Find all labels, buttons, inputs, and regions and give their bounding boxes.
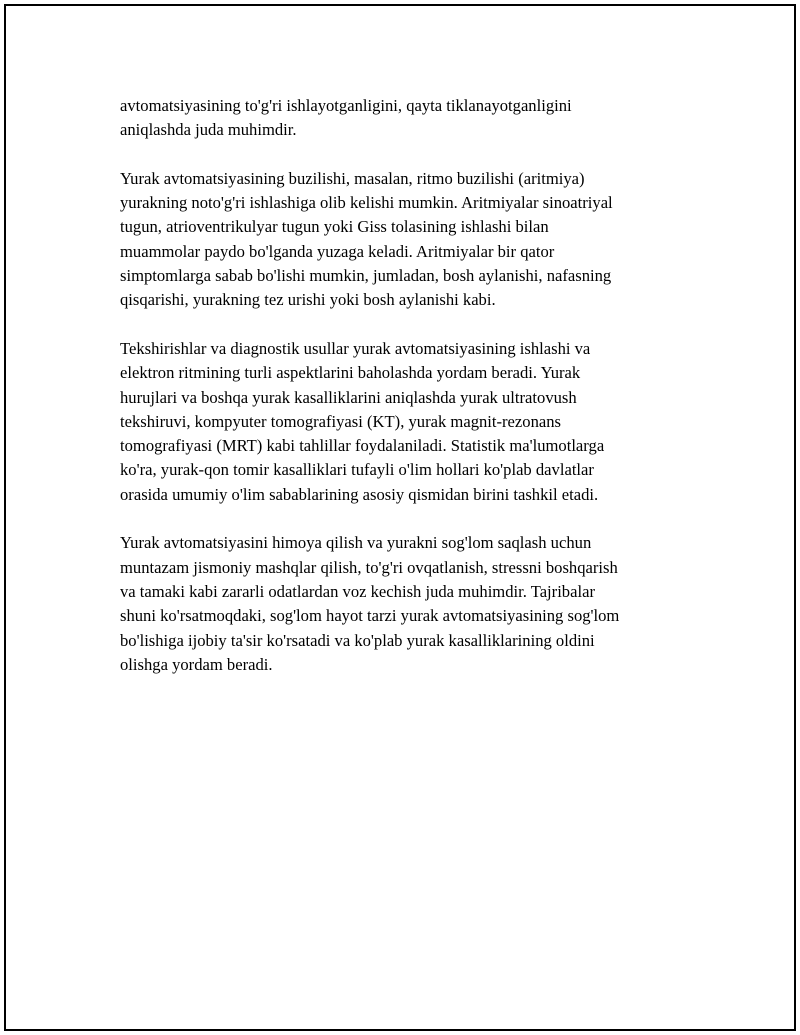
page-content xyxy=(120,94,688,701)
page-frame xyxy=(4,4,796,1031)
paragraph-2: Yurak avtomatsiyasining buzilishi, masalan, ritmo buzilishi (aritmiya) yurakning noto'g'ri ishlashiga olib kelishi mumkin. Aritmiyalar sinoatriyal tugun, atrioventrikulyar tugun yoki Giss tolasining ishlashi bilan muammolar paydo bo'lganda yuzaga keladi. Aritmiyalar bir qator simptomlarga sabab bo'lishi mumkin, jumladan, bosh aylanishi, nafasning qisqarishi, yurakning tez urishi yoki bosh aylanishi kabi. xyxy=(120,168,613,310)
paragraph-1: avtomatsiyasining to'g'ri ishlayotganligini, qayta tiklanayotganligini aniqlashda juda muhimdir. xyxy=(120,96,572,140)
paragraph-4: Yurak avtomatsiyasini himoya qilish va yurakni sog'lom saqlash uchun muntazam jismoniy mashqlar qilish, to'g'ri ovqatlanish, stressni boshqarish va tamaki kabi zararli odatlardan voz kechish juda muhimdir. Tajribalar shuni ko'rsatmoqdaki, sog'lom hayot tarzi yurak avtomatsiyasining sog'lom bo'lishiga ijobiy ta'sir ko'rsatadi va ko'plab yurak kasalliklarining oldini olishga yordam beradi. xyxy=(120,533,620,674)
paragraph-3: Tekshirishlar va diagnostik usullar yurak avtomatsiyasining ishlashi va elektron ritmining turli aspektlarini baholashda yordam beradi. Yurak hurujlari va boshqa yurak kasalliklarini aniqlashda yurak ultratovush tekshiruvi, kompyuter tomografiyasi (KT), yurak magnit-rezonans tomografiyasi (MRT) kabi tahlillar foydalaniladi. Statistik ma'lumotlarga ko'ra, yurak-qon tomir kasalliklari tufayli o'lim hollari ko'plab davlatlar orasida umumiy o'lim sabablarining asosiy qismidan birini tashkil etadi. xyxy=(120,338,605,504)
